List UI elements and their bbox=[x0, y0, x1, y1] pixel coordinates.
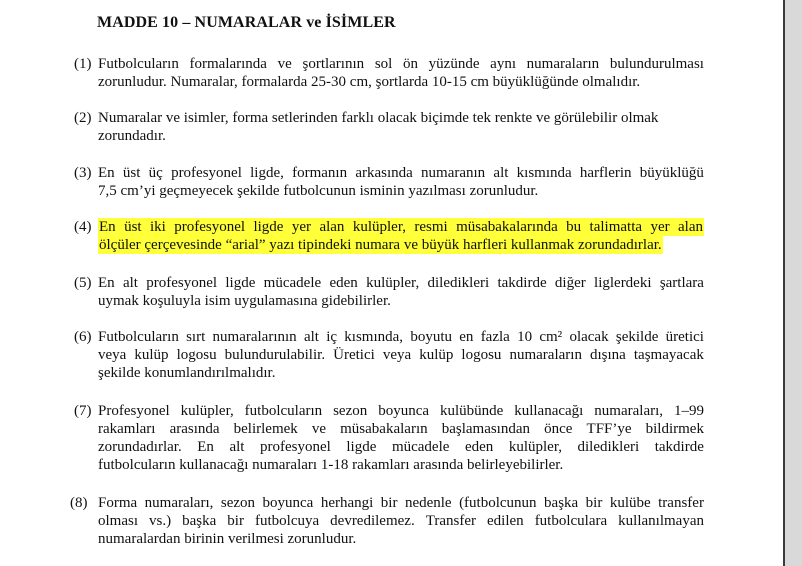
word: en bbox=[459, 329, 474, 345]
word: bir bbox=[585, 495, 603, 511]
word: rakamları bbox=[98, 421, 156, 437]
word: belirlemek bbox=[233, 421, 298, 437]
word: sırt bbox=[186, 329, 206, 345]
word: numaraların bbox=[526, 56, 600, 72]
paragraph-line bbox=[98, 55, 704, 73]
word: boyunca bbox=[378, 403, 430, 419]
word: kulübünde bbox=[439, 403, 504, 419]
word: müsabakaların bbox=[340, 421, 428, 437]
word: Üretici bbox=[333, 347, 375, 363]
highlighted-line: ölçüler çerçevesinde “arial” yazı tipindeki numara ve büyük harfleri kullanmak zorundadırlar. bbox=[99, 237, 662, 253]
word: cm² bbox=[539, 329, 563, 345]
word: ve bbox=[277, 56, 292, 72]
paragraph-line bbox=[98, 328, 704, 346]
word: üç bbox=[148, 165, 163, 181]
word: olması bbox=[98, 513, 138, 529]
paragraph-line: uymak koşuluyla isim uygulamasına gidebilirler. bbox=[98, 293, 391, 309]
word: aynı bbox=[490, 56, 516, 72]
paragraph-line bbox=[98, 274, 704, 292]
word: talimatta bbox=[589, 219, 643, 235]
word: olacak bbox=[569, 329, 609, 345]
word: üst bbox=[122, 165, 141, 181]
word: şekilde bbox=[615, 329, 659, 345]
word: iki bbox=[150, 219, 166, 235]
word: kısmında, bbox=[344, 329, 404, 345]
word: bildirmek bbox=[645, 421, 704, 437]
word: bir bbox=[380, 495, 398, 511]
word: eden bbox=[329, 275, 358, 291]
paragraph-line bbox=[98, 420, 704, 438]
word: boyunca bbox=[262, 495, 314, 511]
paragraph-line bbox=[98, 346, 704, 364]
word: kulüpler, bbox=[366, 275, 420, 291]
paragraph-number: (6) bbox=[74, 329, 92, 345]
word: nedenle bbox=[404, 495, 452, 511]
word: veya bbox=[98, 347, 127, 363]
word: mücadele bbox=[263, 275, 322, 291]
paragraph-line: şekilde konumlandırılmalıdır. bbox=[98, 365, 276, 381]
word: kulübe bbox=[609, 495, 651, 511]
word: alan bbox=[678, 219, 703, 235]
word: kulüpler, bbox=[508, 439, 562, 455]
word: En bbox=[98, 165, 115, 181]
word: profesyonel bbox=[146, 275, 218, 291]
word: eden bbox=[464, 439, 494, 455]
word: takdirde bbox=[654, 439, 704, 455]
word: kullanacağı bbox=[514, 403, 584, 419]
word: kulüpler, bbox=[352, 219, 406, 235]
word: numaraları, bbox=[594, 403, 664, 419]
word: sezon bbox=[333, 403, 368, 419]
word: bulundurulabilir. bbox=[224, 347, 326, 363]
word: müsabakalarında bbox=[456, 219, 558, 235]
word: vs.) bbox=[149, 513, 172, 529]
word: başlamasından bbox=[441, 421, 531, 437]
word: herhangi bbox=[320, 495, 374, 511]
word: futbolcuya bbox=[254, 513, 320, 529]
paragraph-number: (7) bbox=[74, 403, 92, 419]
word: kısmında bbox=[516, 165, 572, 181]
word: numaraların bbox=[509, 347, 582, 363]
paragraph-number: (4) bbox=[74, 219, 92, 235]
word: üretici bbox=[665, 329, 704, 345]
word: Transfer bbox=[425, 513, 476, 529]
word: profesyonel bbox=[174, 219, 246, 235]
word: formanın bbox=[292, 165, 348, 181]
word: ligde bbox=[225, 275, 256, 291]
word: sezon bbox=[220, 495, 256, 511]
word: harflerin bbox=[579, 165, 632, 181]
word: 1–99 bbox=[673, 403, 704, 419]
article-heading: MADDE 10 – NUMARALAR ve İSİMLER bbox=[97, 14, 396, 31]
paragraph-line bbox=[98, 438, 704, 456]
word: dışına bbox=[590, 347, 626, 363]
word: numaraları, bbox=[144, 495, 214, 511]
word: takdirde bbox=[497, 275, 547, 291]
word: yer bbox=[650, 219, 670, 235]
paragraph-line bbox=[98, 494, 704, 512]
paragraph-line: 7,5 cm’yi geçmeyecek şekilde futbolcunun isminin yazılması zorunludur. bbox=[98, 183, 539, 199]
word: diledikleri bbox=[577, 439, 640, 455]
word: profesyonel bbox=[171, 165, 242, 181]
word: bir bbox=[227, 513, 244, 529]
paragraph-line: zorundadır. bbox=[98, 128, 166, 144]
word: bu bbox=[566, 219, 582, 235]
word: logosu bbox=[176, 347, 217, 363]
word: En bbox=[98, 275, 115, 291]
word: Forma bbox=[98, 495, 138, 511]
word: üst bbox=[124, 219, 142, 235]
highlighted-line bbox=[98, 218, 704, 236]
word: şartlara bbox=[659, 275, 704, 291]
word: fazla bbox=[480, 329, 510, 345]
word: alan bbox=[319, 219, 345, 235]
word: sol bbox=[374, 56, 393, 72]
word: resmi bbox=[414, 219, 448, 235]
word: numaralarının bbox=[212, 329, 297, 345]
word: Futbolcuların bbox=[98, 56, 179, 72]
word: Futbolcuların bbox=[98, 329, 179, 345]
word: başka bbox=[544, 495, 579, 511]
word: profesyonel bbox=[260, 439, 331, 455]
word: kullanılmayan bbox=[618, 513, 704, 529]
word: alt bbox=[229, 439, 245, 455]
word: mücadele bbox=[391, 439, 450, 455]
word: formalarında bbox=[189, 56, 267, 72]
word: En bbox=[197, 439, 214, 455]
paragraph-number: (5) bbox=[74, 275, 92, 291]
word: ligde bbox=[253, 219, 284, 235]
word: zorundadırlar. bbox=[98, 439, 182, 455]
word: logosu bbox=[461, 347, 502, 363]
word: En bbox=[99, 219, 116, 235]
word: büyüklüğü bbox=[639, 165, 704, 181]
word: ön bbox=[403, 56, 418, 72]
viewer-gutter bbox=[785, 0, 802, 566]
paragraph-line bbox=[98, 402, 704, 420]
word: edilen bbox=[487, 513, 524, 529]
paragraph-number: (2) bbox=[74, 110, 92, 126]
word: diğer bbox=[554, 275, 586, 291]
word: TFF’ye bbox=[586, 421, 632, 437]
word: veya bbox=[382, 347, 412, 363]
word: iç bbox=[326, 329, 338, 345]
word: alt bbox=[122, 275, 138, 291]
word: devredilemez. bbox=[330, 513, 415, 529]
word: kulüpler, bbox=[180, 403, 234, 419]
word: alt bbox=[493, 165, 509, 181]
word: alt bbox=[303, 329, 319, 345]
paragraph-line bbox=[98, 512, 704, 530]
word: 10 bbox=[517, 329, 533, 345]
word: kulüp bbox=[419, 347, 454, 363]
word: ligde bbox=[346, 439, 377, 455]
paragraph-line: futbolcuların kullanacağı numaraları 1-18 rakamları arasında belirleyebilirler. bbox=[98, 457, 564, 473]
word: numaranın bbox=[421, 165, 486, 181]
paragraph-line: Numaralar ve isimler, forma setlerinden farklı olacak biçimde tek renkte ve görülebilir olmak bbox=[98, 110, 659, 126]
word: yüzünde bbox=[428, 56, 480, 72]
word: başka bbox=[182, 513, 217, 529]
word: şortlarının bbox=[302, 56, 365, 72]
word: arasında bbox=[169, 421, 220, 437]
word: diledikleri bbox=[427, 275, 490, 291]
word: arkasında bbox=[355, 165, 413, 181]
word: taşmayacak bbox=[633, 347, 704, 363]
word: Profesyonel bbox=[98, 403, 170, 419]
word: futbolcuların bbox=[244, 403, 323, 419]
word: futbolculara bbox=[534, 513, 608, 529]
paragraph-number: (3) bbox=[74, 165, 92, 181]
paragraph-line: numaralardan birinin verilmesi zorunludur. bbox=[98, 531, 357, 547]
word: yer bbox=[291, 219, 312, 235]
word: önce bbox=[544, 421, 573, 437]
paragraph-number: (8) bbox=[70, 495, 88, 511]
word: ligde, bbox=[250, 165, 284, 181]
paragraph-line bbox=[98, 164, 704, 182]
word: kulüp bbox=[134, 347, 169, 363]
word: liglerdeki bbox=[594, 275, 652, 291]
word: boyutu bbox=[410, 329, 452, 345]
word: transfer bbox=[658, 495, 704, 511]
paragraph-line: zorunludur. Numaralar, formalarda 25-30 cm, şortlarda 10-15 cm büyüklüğünde olmalıdır. bbox=[98, 74, 641, 90]
word: bulundurulması bbox=[609, 56, 704, 72]
word: ve bbox=[311, 421, 327, 437]
paragraph-number: (1) bbox=[74, 56, 92, 72]
word: (futbolcunun bbox=[459, 495, 537, 511]
